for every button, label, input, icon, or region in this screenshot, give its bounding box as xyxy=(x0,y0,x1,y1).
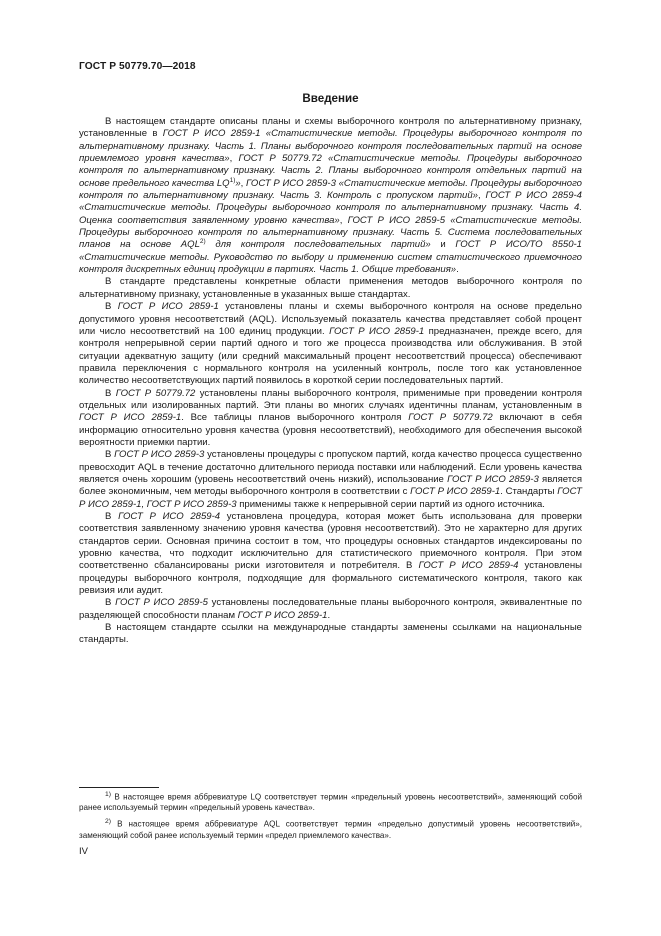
footnote-text: В настоящее время аббревиатуре AQL соответствует термин «предельно допустимый уровень несоответствий», заменяющий собой ранее используемый термин «предел приемлемого качества». xyxy=(79,820,582,840)
text-run: установлены процедуры с пропуском партий, когда качество процесса существенно превосходит AQL в течение достаточно длительного периода поставки или наблюдений. Если уровень качества является очень хорошим (уровень несоответствий очень низкий), использование xyxy=(79,449,582,485)
text-run: предназначен, прежде всего, для контроля непрерывной серии партий одного и того же процесса производства или обслуживания. В этой ситуации адекватную защиту (или средний максимальный процент несоответствий процесса) обеспечивают правила переключения с нормального контроля на усиленный контроль, после того как установленное количество несоответствующих партий появилось в короткой серии последовательных партий. xyxy=(79,325,582,387)
standard-reference: ГОСТ Р ИСО 2859-1 xyxy=(329,325,425,337)
paragraph xyxy=(79,116,582,276)
footnote-text: В настоящее время аббревиатуре LQ соответствует термин «предельный уровень несоответствий», заменяющий собой ранее используемый термин «предельный уровень качества». xyxy=(79,792,582,813)
standard-reference: ГОСТ Р 50779.72 xyxy=(408,412,493,424)
paragraph xyxy=(79,597,582,622)
document-id-header: ГОСТ Р 50779.70—2018 xyxy=(79,61,196,72)
paragraph xyxy=(79,511,582,597)
text-run: В xyxy=(105,301,118,313)
footnotes xyxy=(79,790,582,845)
standard-reference: ГОСТ Р ИСО 2859-4 «Статистические методы. Процедуры выборочного контроля по альтернативному признаку. Часть 4. Оценка соответствия заявленному уровню качества» xyxy=(79,190,582,226)
text-run: , xyxy=(240,177,247,189)
footnote-mark: 2) xyxy=(105,818,112,826)
paragraph xyxy=(79,449,582,511)
footnote xyxy=(79,817,582,841)
standard-reference: ГОСТ Р ИСО 2859-5 xyxy=(115,597,208,609)
text-run: , xyxy=(339,214,348,226)
text-run: установлены планы выборочного контроля, применимые при проведении контроля отдельных или изолированных партий. Эти планы во многих случаях идентичны планам, установленным в xyxy=(79,387,583,411)
page-number: IV xyxy=(79,846,88,857)
text-run: . Стандарты xyxy=(500,486,558,498)
text-run: применимы также к непрерывной серии партий из одного источника. xyxy=(236,498,545,510)
text-run: , xyxy=(229,153,239,165)
text-run: В настоящем стандарте описаны планы и схемы выборочного контроля по альтернативному признаку, установленные в xyxy=(79,116,582,140)
text-run: установлена процедура, которая может быть использована для проверки соответствия заявленному значению уровня качества (уровня несоответствий). Это не характерно для других стандартов серии. Основная причина состоит в том, что процедуры основных стандартов индексированы по уровню качества, что подходит исключительно для статистического приемочного контроля. При этом соответственно сбалансированы риски изготовителя и потребителя. В xyxy=(79,511,582,572)
standard-reference: ГОСТ Р ИСО/ТО 8550-1 «Статистические методы. Руководство по выбору и применению систем статистического приемочного контроля дискретных единиц продукции в партиях. Часть 1. Общие требования» xyxy=(79,239,582,276)
text-run: установлены процедуры выборочного контроля, подходящие для формального систематического контроля, такого как ревизия или аудит. xyxy=(79,560,582,597)
paragraph xyxy=(79,622,582,647)
text-run: В xyxy=(105,449,115,461)
text-run: . Все таблицы планов выборочного контроля xyxy=(181,412,409,424)
text-run: . xyxy=(456,264,459,276)
footnote-ref: 1) xyxy=(229,176,236,184)
standard-reference: ГОСТ Р ИСО 2859-1 xyxy=(237,609,328,621)
standard-reference: ГОСТ Р ИСО 2859-1 xyxy=(79,412,182,424)
text-run: , xyxy=(478,190,486,202)
paragraph xyxy=(79,388,582,450)
standard-reference: ГОСТ Р ИСО 2859-1 «Статистические методы. Процедуры выборочного контроля по альтернативному признаку. Часть 1. Планы выборочного контроля последовательных партий на основе приемлемого уровня качества» xyxy=(79,128,583,165)
standard-reference: ГОСТ Р 50779.72 «Статистические методы. Процедуры выборочного контроля по альтернативному признаку. Часть 2. Планы выборочного контроля отдельных партий на основе предельного качества LQ xyxy=(79,153,582,189)
paragraph xyxy=(79,301,582,387)
section-title: Введение xyxy=(302,92,359,105)
standard-reference: ГОСТ Р ИСО 2859-3 «Статистические методы. Процедуры выборочного контроля по альтернативному признаку. Часть 3. Контроль с пропуском партий» xyxy=(79,177,582,202)
paragraph xyxy=(79,276,582,301)
text-run: В стандарте представлены конкретные области применения методов выборочного контроля по альтернативному признаку, установленные в указанных выше стандартах. xyxy=(79,276,582,300)
standard-reference: » xyxy=(235,177,241,189)
footnote-ref: 2) xyxy=(199,238,206,246)
standard-reference: ГОСТ Р ИСО 2859-5 «Статистические методы. Процедуры выборочного контроля по альтернативному признаку. Часть 5. Система последовательных планов на основе AQL xyxy=(79,214,582,251)
main-text xyxy=(79,116,582,647)
text-run: и xyxy=(430,239,456,251)
standard-reference: ГОСТ Р ИСО 2859-4 xyxy=(118,511,221,522)
standard-reference: ГОСТ Р 50779.72 xyxy=(115,387,196,399)
text-run: В xyxy=(105,387,116,399)
footnote-divider xyxy=(79,787,159,788)
text-run: . xyxy=(327,609,331,621)
text-run: В xyxy=(105,511,119,522)
footnote-mark: 1) xyxy=(105,791,112,798)
standard-reference: для контроля последовательных партий» xyxy=(205,239,431,251)
text-run: включают в себя информацию относительно уровня качества (уровня несоответствий), необходимого для обеспечения высокой вероятности приемки партии. xyxy=(79,412,582,448)
footnote xyxy=(79,790,582,814)
standard-reference: ГОСТ Р ИСО 2859-3 xyxy=(114,449,205,461)
standard-reference: ГОСТ Р ИСО 2859-1, ГОСТ Р ИСО 2859-3 xyxy=(79,486,582,510)
text-run: установлены последовательные планы выборочного контроля, эквивалентные по разделяющей способности планам xyxy=(79,597,582,621)
standard-reference: ГОСТ Р ИСО 2859-4 xyxy=(418,560,519,572)
standard-reference: ГОСТ Р ИСО 2859-1 xyxy=(410,486,501,498)
text-run: В настоящем стандарте ссылки на международные стандарты заменены ссылками на национальные стандарты. xyxy=(79,622,582,646)
text-run: является более экономичным, чем методы выборочного контроля в соответствии с xyxy=(79,473,582,498)
standard-reference: ГОСТ Р ИСО 2859-1 xyxy=(117,301,219,313)
standard-reference: ГОСТ Р ИСО 2859-3 xyxy=(447,473,539,485)
text-run: В xyxy=(105,597,116,609)
text-run: установлены планы и схемы выборочного контроля на основе предельно допустимого уровня несоответствий (AQL). Используемый показатель качества представляет собой процент или число несоответствий на 100 единиц продукции. xyxy=(79,301,582,337)
